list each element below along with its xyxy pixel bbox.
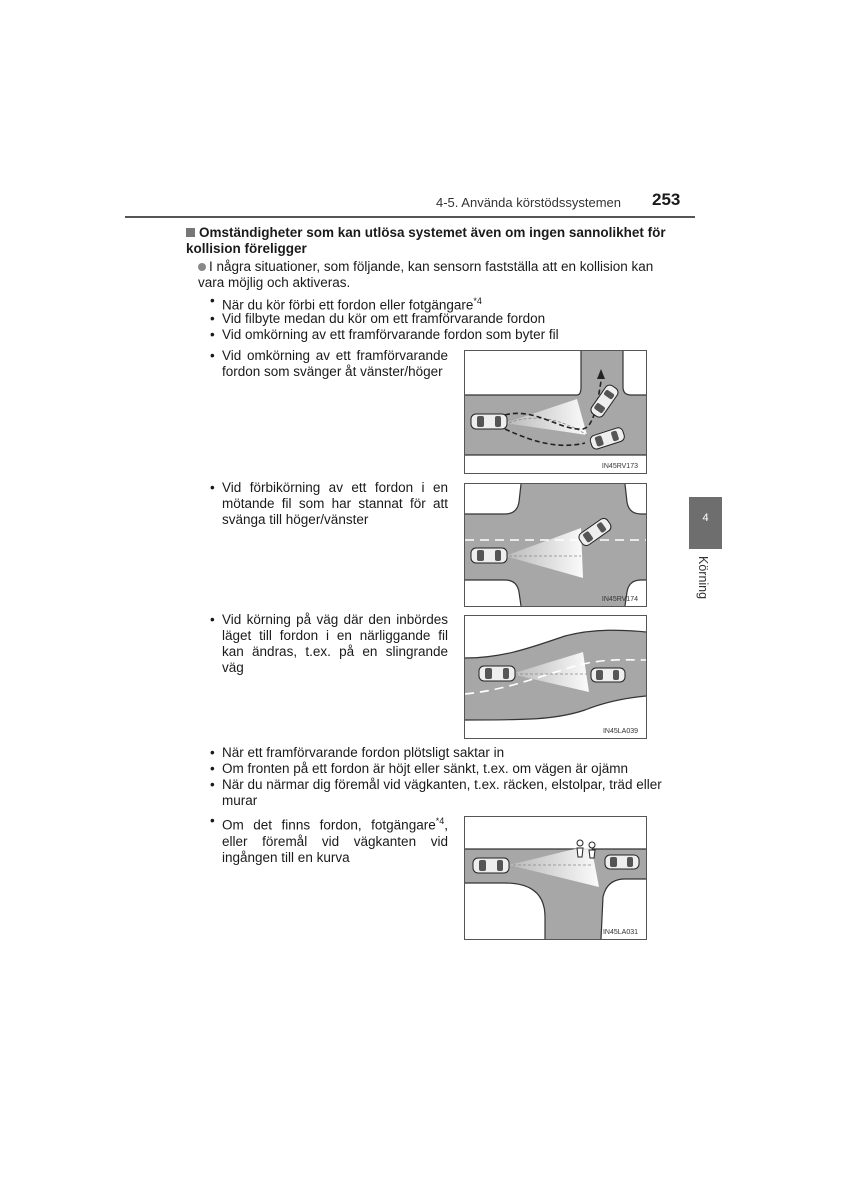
footnote-ref: *4 xyxy=(473,296,482,306)
figure-code: IN45RV174 xyxy=(601,596,638,603)
figure-caption xyxy=(210,480,448,528)
figure-caption xyxy=(210,348,448,380)
circle-bullet-icon xyxy=(198,263,206,271)
list-item-text: När ett framförvarande fordon plötsligt saktar in xyxy=(222,745,505,760)
caption-text: Vid körning på väg där den inbördes läget till fordon i en närliggande fil kan ändras, t.ex. på en slingrande väg xyxy=(222,612,448,675)
bullet-glyph: • xyxy=(210,327,215,342)
bullet-glyph: • xyxy=(210,612,215,627)
caption-part: , eller föremål vid vägkanten vid ingången till en kurva xyxy=(222,817,448,865)
list-item xyxy=(210,327,680,343)
list-item-text: När du närmar dig föremål vid vägkanten, t.ex. räcken, elstolpar, träd eller murar xyxy=(222,777,662,808)
bullet-glyph: • xyxy=(210,293,215,308)
chapter-label: Körning xyxy=(696,556,710,600)
list-item-text: När du kör förbi ett fordon eller fotgängare xyxy=(222,297,474,313)
illustration xyxy=(465,351,646,473)
figure-overtake-turning xyxy=(464,350,647,474)
list-item-text: Om fronten på ett fordon är höjt eller sänkt, t.ex. om vägen är ojämn xyxy=(222,761,628,776)
list-item xyxy=(210,761,680,777)
list-item xyxy=(210,745,680,761)
list-item-text: Vid filbyte medan du kör om ett framförvarande fordon xyxy=(222,311,546,326)
figure-caption xyxy=(210,813,448,866)
list-item xyxy=(210,311,680,327)
list-item xyxy=(210,293,680,311)
figure-code: IN45LA039 xyxy=(602,728,638,735)
bullet-glyph: • xyxy=(210,311,215,326)
chapter-number: 4 xyxy=(702,512,709,524)
header-rule xyxy=(125,216,695,218)
section-title: 4-5. Använda körstödssystemen xyxy=(436,195,621,210)
figure-caption xyxy=(210,612,448,676)
bullet-glyph: • xyxy=(210,348,215,363)
bullet-glyph: • xyxy=(210,777,215,792)
figure-winding-road xyxy=(464,615,647,739)
list-item-text: Vid omkörning av ett framförvarande fordon som byter fil xyxy=(222,327,559,342)
figure-code: IN45LA031 xyxy=(602,929,638,936)
heading-text: Omständigheter som kan utlösa systemet även om ingen sannolikhet för kollision föreligger xyxy=(186,225,666,256)
intro-paragraph xyxy=(198,259,678,291)
bullet-glyph: • xyxy=(210,761,215,776)
figure-curve-entrance xyxy=(464,816,647,940)
bullet-glyph: • xyxy=(210,480,215,495)
caption-text: Vid förbikörning av ett fordon i en mötande fil som har stannat för att svänga till höger/vänster xyxy=(222,480,448,527)
illustration xyxy=(465,616,646,738)
bullet-glyph: • xyxy=(210,745,215,760)
figure-code: IN45RV173 xyxy=(601,463,638,470)
illustration xyxy=(465,484,646,606)
caption-text: Vid omkörning av ett framförvarande fordon som svänger åt vänster/höger xyxy=(222,348,448,379)
section-heading xyxy=(186,225,676,257)
caption-part: Om det finns fordon, fotgängare xyxy=(222,817,436,833)
list-item xyxy=(210,777,680,809)
footnote-ref: *4 xyxy=(435,816,445,826)
illustration xyxy=(465,817,646,939)
page-number: 253 xyxy=(652,190,681,209)
caption-text xyxy=(222,813,448,866)
bullet-glyph: • xyxy=(210,813,215,828)
figure-oncoming-turning xyxy=(464,483,647,607)
square-bullet-icon xyxy=(186,228,195,237)
intro-text: I några situationer, som följande, kan sensorn fastställa att en kollision kan vara möjlig och aktiveras. xyxy=(198,259,654,290)
